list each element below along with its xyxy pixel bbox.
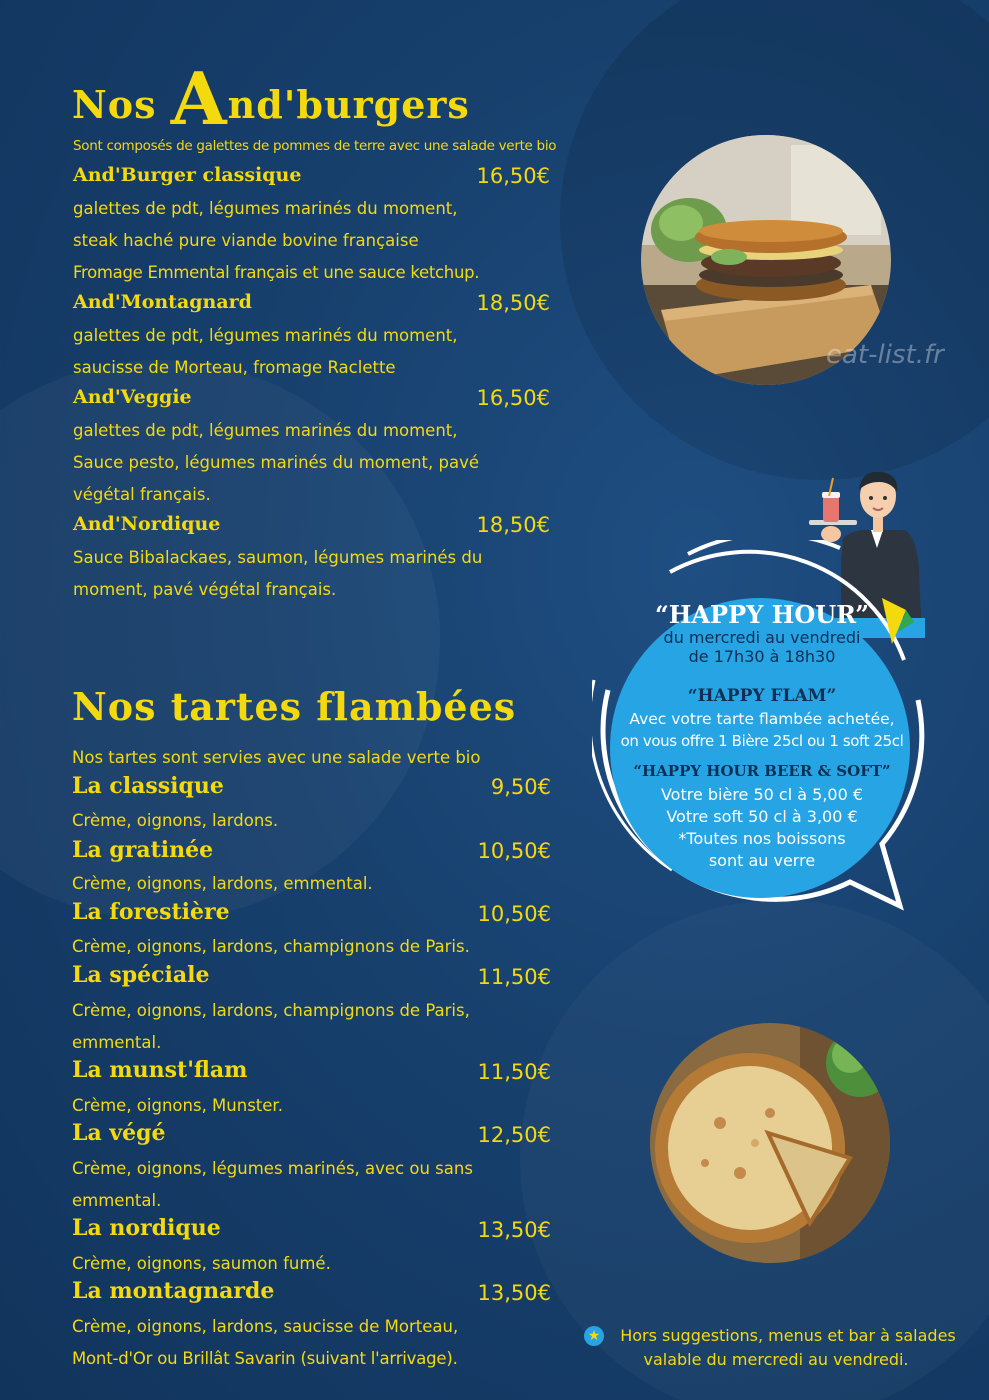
menu-item-price: 18,50€ bbox=[476, 291, 550, 315]
menu-item-desc: Crème, oignons, saumon fumé. bbox=[72, 1254, 331, 1273]
menu-item-desc: emmental. bbox=[72, 1191, 162, 1210]
happy-hour-title: “HAPPY HOUR” bbox=[654, 600, 870, 629]
menu-item-desc: moment, pavé végétal français. bbox=[73, 580, 337, 599]
menu-item-price: 16,50€ bbox=[476, 386, 550, 410]
watermark: eat-list.fr bbox=[826, 340, 944, 370]
menu-item-price: 11,50€ bbox=[477, 1060, 551, 1084]
menu-item-name: And'Nordique bbox=[73, 513, 221, 535]
menu-item-name: And'Montagnard bbox=[73, 291, 252, 313]
menu-item-desc: Sauce Bibalackaes, saumon, légumes marinés du bbox=[73, 548, 483, 567]
menu-item-name: La montagnarde bbox=[72, 1278, 275, 1304]
menu-item-desc: végétal français. bbox=[73, 485, 211, 504]
tarte-flambee-photo bbox=[650, 1023, 890, 1263]
menu-item-desc: saucisse de Morteau, fromage Raclette bbox=[73, 358, 396, 377]
tartes-title: Nos tartes flambées bbox=[72, 684, 517, 729]
menu-item-desc: Crème, oignons, Munster. bbox=[72, 1096, 283, 1115]
happy-beer-line3: *Toutes nos boissons bbox=[678, 829, 846, 848]
happy-hour-days: du mercredi au vendredi bbox=[663, 628, 861, 647]
menu-item-name: La nordique bbox=[72, 1215, 221, 1241]
menu-item-price: 13,50€ bbox=[477, 1281, 551, 1305]
menu-item-price: 18,50€ bbox=[476, 513, 550, 537]
menu-item-desc: galettes de pdt, légumes marinés du moment, bbox=[73, 199, 458, 218]
tartes-intro: Nos tartes sont servies avec une salade verte bio bbox=[72, 748, 481, 767]
menu-item-desc: Crème, oignons, légumes marinés, avec ou sans bbox=[72, 1159, 473, 1178]
menu-item-name: La végé bbox=[72, 1120, 166, 1146]
menu-item-name: La spéciale bbox=[72, 962, 210, 988]
menu-item-desc: Fromage Emmental français et une sauce ketchup. bbox=[73, 263, 480, 282]
footer-note bbox=[586, 1324, 966, 1372]
footer-note-line2: valable du mercredi au vendredi. bbox=[643, 1350, 909, 1369]
burgers-title-prefix: Nos bbox=[72, 82, 171, 127]
menu-item-name: La gratinée bbox=[72, 837, 214, 863]
happy-flam-title: “HAPPY FLAM” bbox=[687, 686, 837, 706]
footer-note-line1: Hors suggestions, menus et bar à salades bbox=[620, 1326, 956, 1345]
menu-item-price: 13,50€ bbox=[477, 1218, 551, 1242]
menu-item-price: 11,50€ bbox=[477, 965, 551, 989]
menu-item-desc: Crème, oignons, lardons, champignons de Paris. bbox=[72, 937, 470, 956]
star-icon: ★ bbox=[584, 1326, 604, 1346]
menu-item-desc: steak haché pure viande bovine française bbox=[73, 231, 419, 250]
burgers-title bbox=[72, 56, 470, 141]
menu-item-name: La classique bbox=[72, 773, 224, 799]
menu-item-desc: Crème, oignons, lardons, saucisse de Morteau, bbox=[72, 1317, 459, 1336]
background-blur-left bbox=[0, 360, 440, 920]
menu-item-price: 16,50€ bbox=[476, 164, 550, 188]
menu-item-desc: Crème, oignons, lardons, champignons de Paris, bbox=[72, 1001, 470, 1020]
menu-item-desc: Sauce pesto, légumes marinés du moment, pavé bbox=[73, 453, 480, 472]
menu-item-desc: emmental. bbox=[72, 1033, 162, 1052]
happy-beer-line1: Votre bière 50 cl à 5,00 € bbox=[660, 785, 864, 804]
menu-item-name: La munst'flam bbox=[72, 1057, 248, 1083]
menu-item-price: 10,50€ bbox=[477, 902, 551, 926]
burgers-intro: Sont composés de galettes de pommes de terre avec une salade verte bio bbox=[73, 138, 557, 154]
menu-item-price: 9,50€ bbox=[490, 775, 551, 799]
menu-item-desc: Mont-d'Or ou Brillât Savarin (suivant l'arrivage). bbox=[72, 1349, 458, 1368]
menu-item-desc: Crème, oignons, lardons. bbox=[72, 811, 279, 830]
happy-flam-line2: on vous offre 1 Bière 25cl ou 1 soft 25cl bbox=[620, 732, 904, 750]
happy-hour-bubble bbox=[592, 540, 942, 920]
burgers-title-big-letter: A bbox=[170, 56, 228, 141]
menu-item-name: La forestière bbox=[72, 899, 230, 925]
menu-item-name: And'Burger classique bbox=[73, 164, 302, 186]
menu-item-name: And'Veggie bbox=[73, 386, 192, 408]
menu-item-desc: galettes de pdt, légumes marinés du moment, bbox=[73, 421, 458, 440]
burgers-title-suffix: nd'burgers bbox=[227, 82, 470, 127]
happy-hour-hours: de 17h30 à 18h30 bbox=[688, 647, 836, 666]
menu-item-desc: galettes de pdt, légumes marinés du moment, bbox=[73, 326, 458, 345]
tarte-illustration bbox=[650, 1023, 890, 1263]
menu-item-price: 12,50€ bbox=[477, 1123, 551, 1147]
happy-flam-line1: Avec votre tarte flambée achetée, bbox=[629, 710, 895, 728]
happy-beer-line2: Votre soft 50 cl à 3,00 € bbox=[666, 807, 858, 826]
menu-item-price: 10,50€ bbox=[477, 839, 551, 863]
menu-item-desc: Crème, oignons, lardons, emmental. bbox=[72, 874, 373, 893]
happy-beer-line4: sont au verre bbox=[708, 851, 816, 870]
happy-beer-title: “HAPPY HOUR BEER & SOFT” bbox=[633, 762, 891, 780]
